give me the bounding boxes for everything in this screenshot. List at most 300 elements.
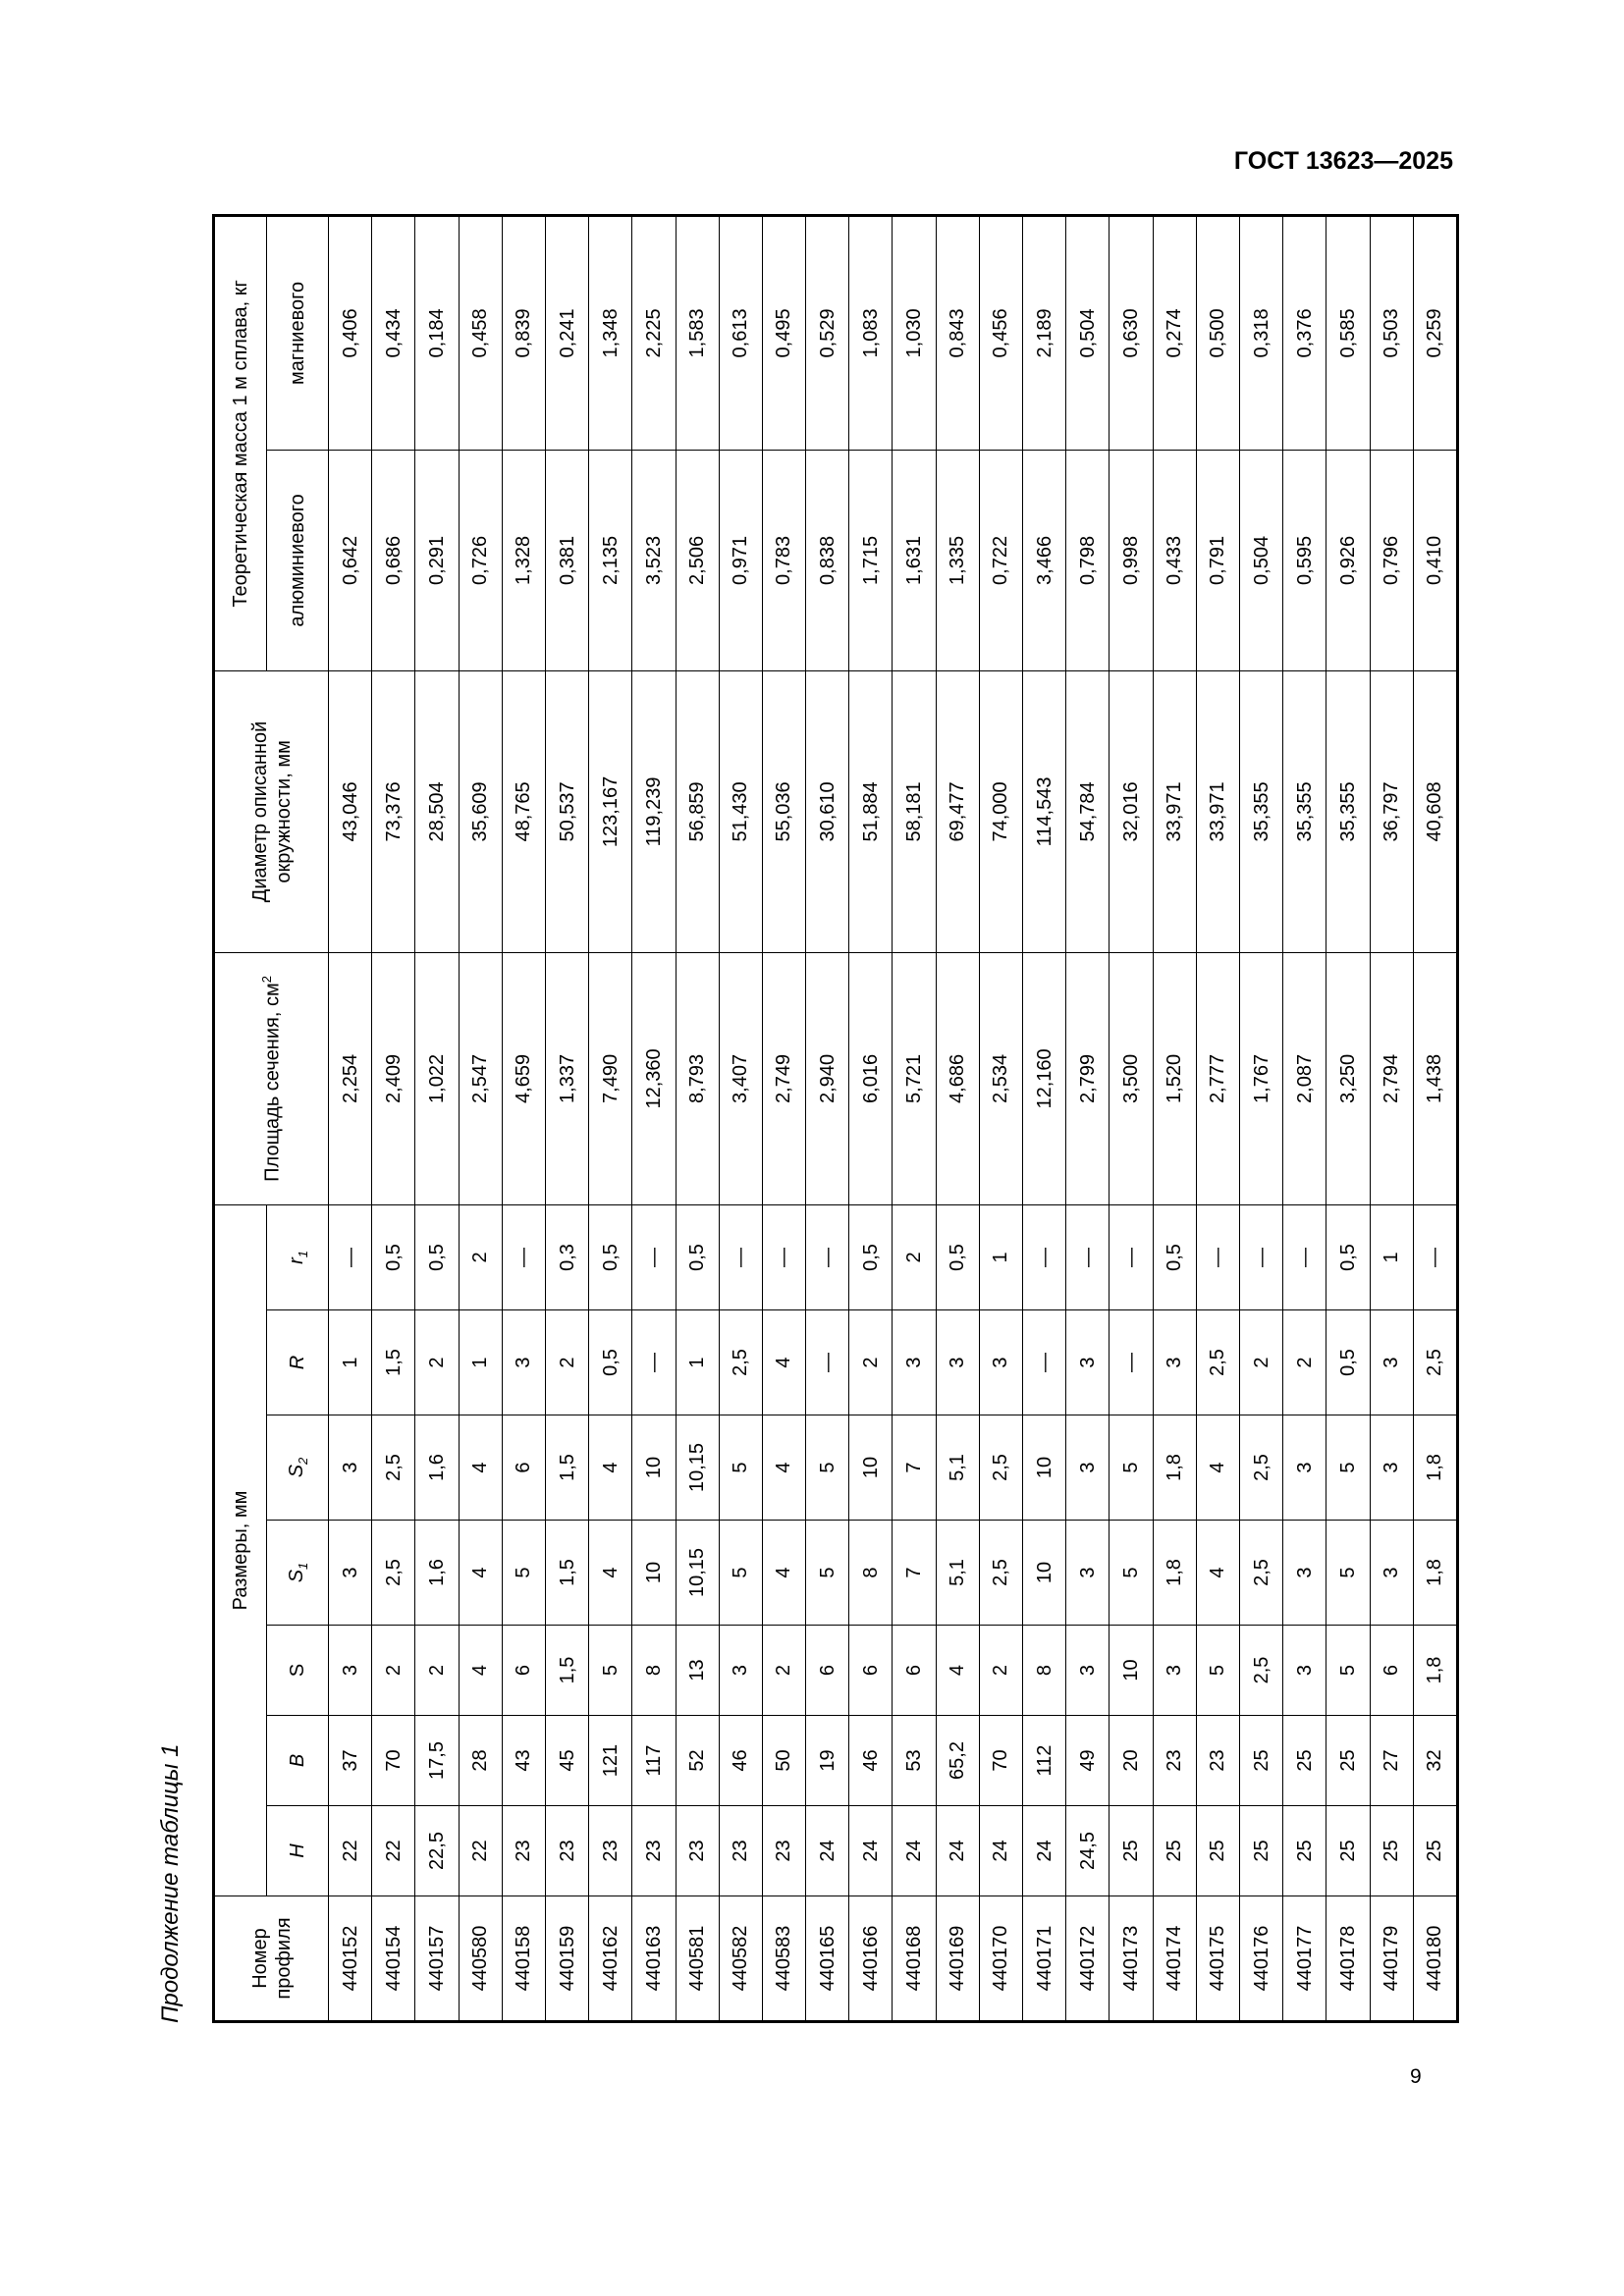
header-s1-sub: 1 bbox=[295, 1562, 310, 1570]
cell-profile-number: 440581 bbox=[676, 1896, 719, 2022]
cell-s: 3 bbox=[719, 1626, 762, 1716]
cell-diameter: 69,477 bbox=[936, 670, 979, 952]
cell-s: 2 bbox=[762, 1626, 805, 1716]
cell-mass-aluminum: 0,291 bbox=[415, 450, 459, 670]
cell-profile-number: 440180 bbox=[1413, 1896, 1457, 2022]
cell-diameter: 28,504 bbox=[415, 670, 459, 952]
cell-s1: 1,8 bbox=[1413, 1521, 1457, 1626]
cell-s2: 10 bbox=[632, 1415, 676, 1521]
cell-diameter: 33,971 bbox=[1196, 670, 1239, 952]
cell-profile-number: 440174 bbox=[1153, 1896, 1196, 2022]
table-row bbox=[1196, 215, 1239, 2021]
cell-h: 25 bbox=[1239, 1806, 1282, 1896]
cell-s2: 5 bbox=[719, 1415, 762, 1521]
cell-r1: 2 bbox=[459, 1204, 502, 1309]
cell-b: 27 bbox=[1370, 1716, 1413, 1806]
cell-s2: 10 bbox=[1023, 1415, 1066, 1521]
cell-r1: 0,5 bbox=[849, 1204, 893, 1309]
cell-b: 70 bbox=[372, 1716, 415, 1806]
cell-s2: 1,5 bbox=[545, 1415, 588, 1521]
cell-s1: 4 bbox=[459, 1521, 502, 1626]
cell-profile-number: 440169 bbox=[936, 1896, 979, 2022]
cell-s1: 5 bbox=[806, 1521, 849, 1626]
cell-mass-magnesium: 0,241 bbox=[545, 215, 588, 450]
cell-area: 2,777 bbox=[1196, 952, 1239, 1204]
cell-r: 3 bbox=[979, 1310, 1022, 1415]
cell-mass-aluminum: 0,504 bbox=[1239, 450, 1282, 670]
cell-b: 45 bbox=[545, 1716, 588, 1806]
cell-area: 4,659 bbox=[502, 952, 545, 1204]
cell-area: 7,490 bbox=[589, 952, 632, 1204]
cell-mass-aluminum: 1,328 bbox=[502, 450, 545, 670]
cell-mass-magnesium: 0,585 bbox=[1326, 215, 1370, 450]
cell-area: 2,794 bbox=[1370, 952, 1413, 1204]
cell-r: 1,5 bbox=[372, 1310, 415, 1415]
cell-s2: 5 bbox=[1326, 1415, 1370, 1521]
cell-h: 23 bbox=[545, 1806, 588, 1896]
cell-r: 3 bbox=[1066, 1310, 1110, 1415]
cell-mass-magnesium: 0,274 bbox=[1153, 215, 1196, 450]
cell-profile-number: 440179 bbox=[1370, 1896, 1413, 2022]
cell-area: 12,360 bbox=[632, 952, 676, 1204]
header-profile-number: Номер профиля bbox=[214, 1896, 329, 2022]
cell-r1: — bbox=[1110, 1204, 1153, 1309]
table-row bbox=[1153, 215, 1196, 2021]
header-s1-base: S bbox=[285, 1569, 307, 1583]
cell-s: 2 bbox=[979, 1626, 1022, 1716]
cell-profile-number: 440178 bbox=[1326, 1896, 1370, 2022]
cell-mass-magnesium: 0,318 bbox=[1239, 215, 1282, 450]
cell-area: 1,520 bbox=[1153, 952, 1196, 1204]
table-row bbox=[415, 215, 459, 2021]
cell-h: 22 bbox=[372, 1806, 415, 1896]
cell-profile-number: 440580 bbox=[459, 1896, 502, 2022]
cell-s: 5 bbox=[1196, 1626, 1239, 1716]
cell-diameter: 35,355 bbox=[1326, 670, 1370, 952]
document-code: ГОСТ 13623—2025 bbox=[1233, 147, 1453, 175]
cell-mass-magnesium: 1,583 bbox=[676, 215, 719, 450]
cell-s1: 1,5 bbox=[545, 1521, 588, 1626]
cell-mass-aluminum: 0,722 bbox=[979, 450, 1022, 670]
cell-r1: 0,5 bbox=[1153, 1204, 1196, 1309]
cell-diameter: 54,784 bbox=[1066, 670, 1110, 952]
cell-area: 2,087 bbox=[1283, 952, 1326, 1204]
cell-s1: 2,5 bbox=[1239, 1521, 1282, 1626]
cell-r: 1 bbox=[676, 1310, 719, 1415]
table-caption: Продолжение таблицы 1 bbox=[157, 1743, 184, 2023]
cell-diameter: 74,000 bbox=[979, 670, 1022, 952]
cell-r: 1 bbox=[459, 1310, 502, 1415]
table-row bbox=[719, 215, 762, 2021]
cell-mass-aluminum: 3,523 bbox=[632, 450, 676, 670]
cell-s: 3 bbox=[329, 1626, 372, 1716]
cell-s1: 10 bbox=[632, 1521, 676, 1626]
cell-s1: 4 bbox=[1196, 1521, 1239, 1626]
cell-s: 1,8 bbox=[1413, 1626, 1457, 1716]
cell-mass-aluminum: 3,466 bbox=[1023, 450, 1066, 670]
header-circumscribed-diameter: Диаметр описанной окружности, мм bbox=[214, 670, 329, 952]
cell-mass-magnesium: 0,184 bbox=[415, 215, 459, 450]
cell-s1: 3 bbox=[1066, 1521, 1110, 1626]
cell-area: 1,337 bbox=[545, 952, 588, 1204]
cell-profile-number: 440157 bbox=[415, 1896, 459, 2022]
header-section-area bbox=[214, 952, 329, 1204]
cell-mass-aluminum: 0,686 bbox=[372, 450, 415, 670]
cell-s: 2 bbox=[372, 1626, 415, 1716]
cell-s1: 5 bbox=[719, 1521, 762, 1626]
cell-r1: 0,3 bbox=[545, 1204, 588, 1309]
cell-r1: — bbox=[1196, 1204, 1239, 1309]
header-h: H bbox=[267, 1806, 329, 1896]
cell-r1: 0,5 bbox=[936, 1204, 979, 1309]
cell-mass-magnesium: 0,456 bbox=[979, 215, 1022, 450]
cell-area: 8,793 bbox=[676, 952, 719, 1204]
cell-h: 24,5 bbox=[1066, 1806, 1110, 1896]
cell-diameter: 123,167 bbox=[589, 670, 632, 952]
cell-s2: 3 bbox=[329, 1415, 372, 1521]
cell-mass-aluminum: 0,433 bbox=[1153, 450, 1196, 670]
table-row bbox=[806, 215, 849, 2021]
cell-mass-aluminum: 0,783 bbox=[762, 450, 805, 670]
header-r: R bbox=[267, 1310, 329, 1415]
cell-mass-aluminum: 2,135 bbox=[589, 450, 632, 670]
cell-area: 2,254 bbox=[329, 952, 372, 1204]
header-aluminum: алюминиевого bbox=[267, 450, 329, 670]
profile-spec-table bbox=[212, 214, 1459, 2023]
cell-s1: 7 bbox=[893, 1521, 936, 1626]
cell-h: 25 bbox=[1370, 1806, 1413, 1896]
cell-mass-aluminum: 1,715 bbox=[849, 450, 893, 670]
cell-b: 25 bbox=[1283, 1716, 1326, 1806]
cell-s: 6 bbox=[1370, 1626, 1413, 1716]
header-s2-sub: 2 bbox=[295, 1457, 310, 1465]
cell-s: 5 bbox=[1326, 1626, 1370, 1716]
cell-diameter: 33,971 bbox=[1153, 670, 1196, 952]
cell-s2: 7 bbox=[893, 1415, 936, 1521]
cell-s1: 3 bbox=[329, 1521, 372, 1626]
cell-s2: 5 bbox=[1110, 1415, 1153, 1521]
cell-s1: 4 bbox=[762, 1521, 805, 1626]
cell-b: 70 bbox=[979, 1716, 1022, 1806]
cell-s: 3 bbox=[1283, 1626, 1326, 1716]
cell-r: 2,5 bbox=[1413, 1310, 1457, 1415]
cell-mass-magnesium: 1,030 bbox=[893, 215, 936, 450]
cell-b: 25 bbox=[1239, 1716, 1282, 1806]
header-theoretical-mass: Теоретическая масса 1 м сплава, кг bbox=[214, 215, 267, 670]
header-s2 bbox=[267, 1415, 329, 1521]
cell-mass-aluminum: 1,631 bbox=[893, 450, 936, 670]
cell-r: — bbox=[1110, 1310, 1153, 1415]
cell-mass-aluminum: 0,926 bbox=[1326, 450, 1370, 670]
cell-r: 2 bbox=[1239, 1310, 1282, 1415]
cell-diameter: 51,430 bbox=[719, 670, 762, 952]
cell-h: 22 bbox=[329, 1806, 372, 1896]
table-row bbox=[459, 215, 502, 2021]
cell-mass-aluminum: 1,335 bbox=[936, 450, 979, 670]
cell-s2: 10 bbox=[849, 1415, 893, 1521]
cell-r1: — bbox=[1066, 1204, 1110, 1309]
cell-diameter: 51,884 bbox=[849, 670, 893, 952]
cell-r1: 0,5 bbox=[415, 1204, 459, 1309]
cell-s1: 5,1 bbox=[936, 1521, 979, 1626]
cell-diameter: 35,355 bbox=[1283, 670, 1326, 952]
header-s1 bbox=[267, 1521, 329, 1626]
cell-area: 1,438 bbox=[1413, 952, 1457, 1204]
cell-mass-aluminum: 0,796 bbox=[1370, 450, 1413, 670]
table-row bbox=[1239, 215, 1282, 2021]
cell-diameter: 58,181 bbox=[893, 670, 936, 952]
cell-mass-magnesium: 0,406 bbox=[329, 215, 372, 450]
cell-s2: 1,8 bbox=[1413, 1415, 1457, 1521]
cell-diameter: 56,859 bbox=[676, 670, 719, 952]
cell-s2: 5 bbox=[806, 1415, 849, 1521]
cell-r: 3 bbox=[502, 1310, 545, 1415]
cell-h: 24 bbox=[979, 1806, 1022, 1896]
cell-r: 2 bbox=[545, 1310, 588, 1415]
cell-h: 23 bbox=[502, 1806, 545, 1896]
cell-mass-aluminum: 0,838 bbox=[806, 450, 849, 670]
page-number: 9 bbox=[1410, 2065, 1422, 2088]
cell-b: 52 bbox=[676, 1716, 719, 1806]
cell-mass-magnesium: 0,630 bbox=[1110, 215, 1153, 450]
table-row bbox=[545, 215, 588, 2021]
cell-h: 24 bbox=[893, 1806, 936, 1896]
cell-s: 4 bbox=[936, 1626, 979, 1716]
cell-diameter: 40,608 bbox=[1413, 670, 1457, 952]
cell-h: 23 bbox=[762, 1806, 805, 1896]
cell-h: 25 bbox=[1283, 1806, 1326, 1896]
cell-area: 1,022 bbox=[415, 952, 459, 1204]
cell-h: 23 bbox=[676, 1806, 719, 1896]
cell-r1: 2 bbox=[893, 1204, 936, 1309]
cell-r: 3 bbox=[1370, 1310, 1413, 1415]
cell-h: 23 bbox=[632, 1806, 676, 1896]
cell-mass-aluminum: 0,410 bbox=[1413, 450, 1457, 670]
cell-profile-number: 440165 bbox=[806, 1896, 849, 2022]
cell-diameter: 55,036 bbox=[762, 670, 805, 952]
cell-diameter: 114,543 bbox=[1023, 670, 1066, 952]
cell-s2: 4 bbox=[459, 1415, 502, 1521]
cell-s1: 5 bbox=[1110, 1521, 1153, 1626]
cell-r1: 0,5 bbox=[372, 1204, 415, 1309]
table-row bbox=[1326, 215, 1370, 2021]
cell-r1: — bbox=[719, 1204, 762, 1309]
cell-mass-magnesium: 0,500 bbox=[1196, 215, 1239, 450]
header-s: S bbox=[267, 1626, 329, 1716]
cell-profile-number: 440154 bbox=[372, 1896, 415, 2022]
cell-r1: 0,5 bbox=[1326, 1204, 1370, 1309]
cell-diameter: 36,797 bbox=[1370, 670, 1413, 952]
cell-diameter: 35,355 bbox=[1239, 670, 1282, 952]
cell-r1: — bbox=[1413, 1204, 1457, 1309]
cell-s: 2 bbox=[415, 1626, 459, 1716]
cell-profile-number: 440173 bbox=[1110, 1896, 1153, 2022]
cell-r: 3 bbox=[936, 1310, 979, 1415]
cell-s2: 4 bbox=[589, 1415, 632, 1521]
cell-diameter: 43,046 bbox=[329, 670, 372, 952]
cell-b: 37 bbox=[329, 1716, 372, 1806]
cell-s: 5 bbox=[589, 1626, 632, 1716]
cell-profile-number: 440159 bbox=[545, 1896, 588, 2022]
table-row bbox=[1110, 215, 1153, 2021]
cell-r1: — bbox=[762, 1204, 805, 1309]
cell-s: 13 bbox=[676, 1626, 719, 1716]
cell-r: 2,5 bbox=[1196, 1310, 1239, 1415]
cell-profile-number: 440166 bbox=[849, 1896, 893, 2022]
cell-area: 4,686 bbox=[936, 952, 979, 1204]
cell-h: 23 bbox=[589, 1806, 632, 1896]
cell-s: 1,5 bbox=[545, 1626, 588, 1716]
cell-b: 46 bbox=[849, 1716, 893, 1806]
cell-profile-number: 440172 bbox=[1066, 1896, 1110, 2022]
cell-s: 8 bbox=[632, 1626, 676, 1716]
header-r1-sub: 1 bbox=[295, 1251, 310, 1258]
cell-s1: 1,8 bbox=[1153, 1521, 1196, 1626]
cell-mass-magnesium: 1,083 bbox=[849, 215, 893, 450]
cell-b: 121 bbox=[589, 1716, 632, 1806]
cell-h: 24 bbox=[849, 1806, 893, 1896]
cell-area: 3,250 bbox=[1326, 952, 1370, 1204]
cell-mass-magnesium: 0,259 bbox=[1413, 215, 1457, 450]
cell-diameter: 50,537 bbox=[545, 670, 588, 952]
cell-s: 6 bbox=[502, 1626, 545, 1716]
cell-b: 32 bbox=[1413, 1716, 1457, 1806]
header-b: B bbox=[267, 1716, 329, 1806]
cell-mass-magnesium: 0,843 bbox=[936, 215, 979, 450]
cell-s2: 2,5 bbox=[372, 1415, 415, 1521]
cell-mass-magnesium: 2,189 bbox=[1023, 215, 1066, 450]
cell-profile-number: 440177 bbox=[1283, 1896, 1326, 2022]
cell-h: 24 bbox=[936, 1806, 979, 1896]
cell-s2: 1,6 bbox=[415, 1415, 459, 1521]
cell-b: 23 bbox=[1196, 1716, 1239, 1806]
cell-profile-number: 440152 bbox=[329, 1896, 372, 2022]
cell-s2: 4 bbox=[1196, 1415, 1239, 1521]
cell-r1: 1 bbox=[1370, 1204, 1413, 1309]
cell-s1: 1,6 bbox=[415, 1521, 459, 1626]
cell-mass-magnesium: 2,225 bbox=[632, 215, 676, 450]
cell-s1: 10 bbox=[1023, 1521, 1066, 1626]
cell-s: 2,5 bbox=[1239, 1626, 1282, 1716]
cell-r1: 1 bbox=[979, 1204, 1022, 1309]
cell-b: 25 bbox=[1326, 1716, 1370, 1806]
table-row bbox=[979, 215, 1022, 2021]
cell-mass-aluminum: 0,971 bbox=[719, 450, 762, 670]
cell-profile-number: 440168 bbox=[893, 1896, 936, 2022]
cell-r1: 0,5 bbox=[676, 1204, 719, 1309]
cell-b: 117 bbox=[632, 1716, 676, 1806]
cell-h: 25 bbox=[1153, 1806, 1196, 1896]
cell-mass-magnesium: 0,458 bbox=[459, 215, 502, 450]
cell-area: 2,749 bbox=[762, 952, 805, 1204]
cell-area: 3,500 bbox=[1110, 952, 1153, 1204]
cell-s1: 2,5 bbox=[372, 1521, 415, 1626]
table-body bbox=[329, 215, 1458, 2021]
rotated-table-block bbox=[157, 217, 1446, 2023]
cell-r: 3 bbox=[1153, 1310, 1196, 1415]
cell-mass-magnesium: 0,434 bbox=[372, 215, 415, 450]
table-row bbox=[329, 215, 372, 2021]
cell-diameter: 119,239 bbox=[632, 670, 676, 952]
cell-mass-aluminum: 0,726 bbox=[459, 450, 502, 670]
cell-b: 65,2 bbox=[936, 1716, 979, 1806]
cell-b: 23 bbox=[1153, 1716, 1196, 1806]
cell-area: 2,409 bbox=[372, 952, 415, 1204]
table-row bbox=[1413, 215, 1457, 2021]
cell-b: 53 bbox=[893, 1716, 936, 1806]
cell-r1: 0,5 bbox=[589, 1204, 632, 1309]
cell-s: 10 bbox=[1110, 1626, 1153, 1716]
cell-s1: 3 bbox=[1283, 1521, 1326, 1626]
cell-diameter: 48,765 bbox=[502, 670, 545, 952]
table-row bbox=[849, 215, 893, 2021]
header-magnesium: магниевого bbox=[267, 215, 329, 450]
cell-s2: 10,15 bbox=[676, 1415, 719, 1521]
cell-s1: 5 bbox=[502, 1521, 545, 1626]
cell-h: 23 bbox=[719, 1806, 762, 1896]
cell-s2: 3 bbox=[1066, 1415, 1110, 1521]
cell-r: 0,5 bbox=[589, 1310, 632, 1415]
cell-r1: — bbox=[1239, 1204, 1282, 1309]
cell-s2: 2,5 bbox=[979, 1415, 1022, 1521]
cell-s: 6 bbox=[893, 1626, 936, 1716]
cell-mass-magnesium: 0,839 bbox=[502, 215, 545, 450]
cell-s2: 2,5 bbox=[1239, 1415, 1282, 1521]
cell-h: 22,5 bbox=[415, 1806, 459, 1896]
cell-mass-aluminum: 0,791 bbox=[1196, 450, 1239, 670]
cell-area: 6,016 bbox=[849, 952, 893, 1204]
cell-s2: 3 bbox=[1283, 1415, 1326, 1521]
cell-r1: — bbox=[1283, 1204, 1326, 1309]
cell-mass-aluminum: 0,595 bbox=[1283, 450, 1326, 670]
cell-r1: — bbox=[632, 1204, 676, 1309]
cell-h: 25 bbox=[1326, 1806, 1370, 1896]
cell-b: 19 bbox=[806, 1716, 849, 1806]
cell-mass-magnesium: 0,504 bbox=[1066, 215, 1110, 450]
cell-b: 43 bbox=[502, 1716, 545, 1806]
cell-s1: 10,15 bbox=[676, 1521, 719, 1626]
cell-r: 1 bbox=[329, 1310, 372, 1415]
cell-r1: — bbox=[329, 1204, 372, 1309]
cell-b: 49 bbox=[1066, 1716, 1110, 1806]
cell-diameter: 73,376 bbox=[372, 670, 415, 952]
cell-s1: 5 bbox=[1326, 1521, 1370, 1626]
cell-b: 46 bbox=[719, 1716, 762, 1806]
cell-r: 3 bbox=[893, 1310, 936, 1415]
cell-area: 2,940 bbox=[806, 952, 849, 1204]
cell-h: 24 bbox=[806, 1806, 849, 1896]
cell-mass-aluminum: 2,506 bbox=[676, 450, 719, 670]
cell-r: 2,5 bbox=[719, 1310, 762, 1415]
table-row bbox=[936, 215, 979, 2021]
cell-s: 8 bbox=[1023, 1626, 1066, 1716]
cell-area: 2,534 bbox=[979, 952, 1022, 1204]
cell-diameter: 30,610 bbox=[806, 670, 849, 952]
header-s2-base: S bbox=[285, 1464, 307, 1478]
header-r1 bbox=[267, 1204, 329, 1309]
cell-profile-number: 440158 bbox=[502, 1896, 545, 2022]
table-header bbox=[214, 215, 329, 2021]
cell-b: 17,5 bbox=[415, 1716, 459, 1806]
cell-area: 2,799 bbox=[1066, 952, 1110, 1204]
cell-area: 1,767 bbox=[1239, 952, 1282, 1204]
cell-h: 22 bbox=[459, 1806, 502, 1896]
table-row bbox=[1023, 215, 1066, 2021]
cell-mass-magnesium: 0,529 bbox=[806, 215, 849, 450]
cell-r: — bbox=[632, 1310, 676, 1415]
cell-r1: — bbox=[806, 1204, 849, 1309]
table-row bbox=[762, 215, 805, 2021]
